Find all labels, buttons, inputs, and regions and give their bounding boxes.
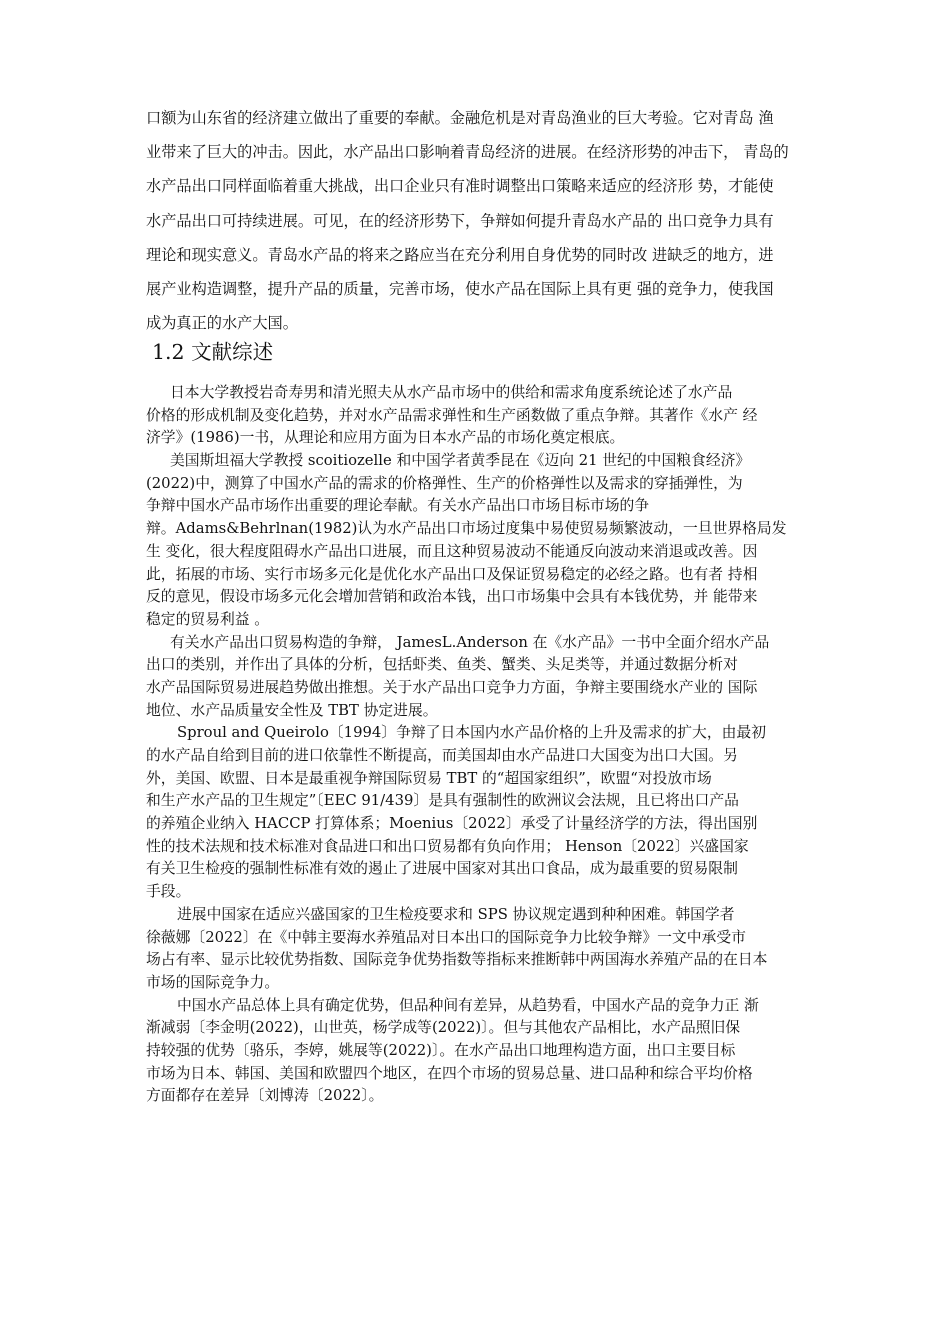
- text-line: 的水产品自给到目前的进口依靠性不断提高，而美国却由水产品进口大国变为出口大国。另: [146, 747, 738, 764]
- literature-review-body: [146, 382, 820, 1108]
- text-line: 徐薇娜〔2022〕在《中韩主要海水养殖品对日本出口的国际竞争力比较争辩》一文中承受市: [146, 928, 746, 946]
- text-line: 稳定的贸易利益 。: [146, 610, 270, 628]
- text-line: 反的意见，假设市场多元化会增加营销和政治本钱，出口市场集中会具有本钱优势，并 能带来: [146, 588, 758, 606]
- text-line: 市场为日本、韩国、美国和欧盟四个地区，在四个市场的贸易总量、进口品种和综合平均价格: [146, 1064, 753, 1082]
- text-line: 争辩中国水产品市场作出重要的理论奉献。有关水产品出口市场目标市场的争: [146, 497, 650, 515]
- text-line: 业带来了巨大的冲击。因此，水产品出口影响着青岛经济的进展。在经济形势的冲击下， 青岛的: [146, 143, 789, 162]
- text-line: 场占有率、显示比较优势指数、国际竞争优势指数等指标来推断韩中两国海水养殖产品的在日本: [146, 951, 768, 969]
- text-line: 济学》(1986)一书，从理论和应用方面为日本水产品的市场化奠定根底。: [146, 429, 625, 447]
- text-line: 有关卫生检疫的强制性标准有效的遏止了进展中国家对其出口食品，成为最重要的贸易限制: [146, 860, 738, 878]
- text-line: 水产品出口同样面临着重大挑战，出口企业只有准时调整出口策略来适应的经济形 势，才能使: [146, 177, 774, 196]
- text-line: 中国水产品总体上具有确定优势，但品种间有差异，从趋势看，中国水产品的竞争力正 渐: [177, 996, 759, 1014]
- text-line: 成为真正的水产大国。: [146, 314, 298, 333]
- text-line: 性的技术法规和技术标准对食品进口和出口贸易都有负向作用； Henson〔2022〕兴盛国家: [146, 837, 749, 855]
- text-line: 水产品国际贸易进展趋势做出推想。关于水产品出口竞争力方面，争辩主要围绕水产业的 国际: [146, 678, 758, 696]
- text-line: 渐减弱〔李金明(2022)，山世英，杨学成等(2022)〕。但与其他农产品相比，水产品照旧保: [146, 1019, 741, 1037]
- section-heading: 1.2 文献综述: [152, 340, 274, 364]
- text-line: 水产品出口可持续进展。可见，在的经济形势下，争辩如何提升青岛水产品的 出口竞争力具有: [146, 211, 774, 230]
- text-line: 的养殖企业纳入 HACCP 打算体系；Moenius〔2022〕承受了计量经济学的方法，得出国别: [146, 815, 758, 833]
- text-line: 口额为山东省的经济建立做出了重要的奉献。金融危机是对青岛渔业的巨大考验。它对青岛 渔: [146, 109, 774, 127]
- text-line: 美国斯坦福大学教授 scoitiozelle 和中国学者黄季昆在《迈向 21 世纪的中国粮食经济》: [170, 452, 751, 470]
- text-line: 此，拓展的市场、实行市场多元化是优化水产品出口及保证贸易稳定的必经之路。也有者 持相: [146, 565, 758, 583]
- text-line: 生 变化，很大程度阻碍水产品出口进展，而且这种贸易波动不能通反向波动来消退或改善。因: [146, 542, 758, 560]
- text-line: 外，美国、欧盟、日本是最重视争辩国际贸易 TBT 的“超国家组织”，欧盟“对投放市场: [146, 769, 712, 787]
- text-line: 理论和现实意义。青岛水产品的将来之路应当在充分利用自身优势的同时改 进缺乏的地方，进: [146, 245, 774, 264]
- text-line: 进展中国家在适应兴盛国家的卫生检疫要求和 SPS 协议规定遇到种种困难。韩国学者: [177, 905, 735, 923]
- text-line: (2022)中，测算了中国水产品的需求的价格弹性、生产的价格弹性以及需求的穿插弹性，为: [146, 474, 743, 492]
- text-line: 市场的国际竞争力。: [146, 973, 280, 991]
- text-line: 手段。: [146, 883, 191, 901]
- text-line: 方面都存在差异〔刘博涛〔2022〕。: [146, 1087, 384, 1105]
- text-line: 价格的形成机制及变化趋势，并对水产品需求弹性和生产函数做了重点争辩。其著作《水产 经: [146, 406, 758, 424]
- text-line: 日本大学教授岩奇寿男和清光照夫从水产品市场中的供给和需求角度系统论述了水产品: [170, 384, 733, 401]
- text-line: 出口的类别，并作出了具体的分析，包括虾类、鱼类、蟹类、头足类等，并通过数据分析对: [146, 656, 738, 674]
- text-line: 辩。Adams&Behrlnan(1982)认为水产品出口市场过度集中易使贸易频繁波动，一旦世界格局发: [146, 520, 787, 538]
- text-line: 持较强的优势〔骆乐，李婷，姚展等(2022)〕。在水产品出口地理构造方面，出口主要目标: [146, 1041, 736, 1059]
- text-line: 地位、水产品质量安全性及 TBT 协定进展。: [146, 701, 438, 719]
- text-line: 和生产水产品的卫生规定”〔EEC 91/439〕是具有强制性的欧洲议会法规，且已将出口产品: [146, 792, 739, 810]
- text-line: 展产业构造调整，提升产品的质量，完善市场，使水产品在国际上具有更 强的竞争力，使我国: [146, 279, 774, 298]
- text-line: 有关水产品出口贸易构造的争辩， JamesL.Anderson 在《水产品》一书中全面介绍水产品: [170, 633, 770, 651]
- text-line: Sproul and Queirolo〔1994〕争辩了日本国内水产品价格的上升及需求的扩大，由最初: [177, 724, 767, 742]
- intro-paragraph: [146, 101, 816, 340]
